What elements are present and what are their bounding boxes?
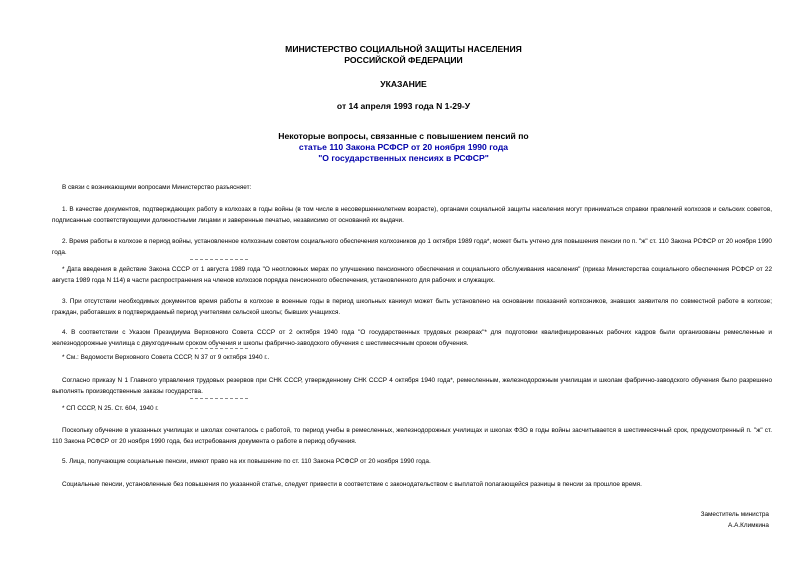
- intro-paragraph: В связи с возникающими вопросами Министерство разъясняет:: [62, 184, 252, 191]
- law-link-line2[interactable]: "О государственных пенсиях в РСФСР": [318, 153, 489, 163]
- paragraph-item-5: 5. Лица, получающие социальные пенсии, имеют право на их повышение по ст. 110 Закона РСФСР от 20 ноября 1990 года.: [62, 458, 431, 465]
- document-title-line2[interactable]: [0, 142, 807, 153]
- closing-paragraph: Социальные пенсии, установленные без повышения по указанной статье, следует привести в соответствие с законодательством с выплатой полагающейся разницы в пенсии за прошлое время.: [62, 481, 642, 488]
- ministry-name-line1: МИНИСТЕРСТВО СОЦИАЛЬНОЙ ЗАЩИТЫ НАСЕЛЕНИЯ: [285, 44, 522, 54]
- paragraph-item-2: 2. Время работы в колхозе в период войны, установленное колхозным советом социального обеспечения колхозников до 1 октября 1989 года*, может быть учтено для повышения пенсии по п. "ж" ст. 110 Закона РСФСР от 20 ноября 1990 года.: [52, 238, 772, 256]
- document-title-line3[interactable]: [0, 153, 807, 164]
- paragraph-item-4: 4. В соответствии с Указом Президиума Верховного Совета СССР от 2 октября 1940 года "О государственных трудовых резервах"* для подготовки квалифицированных рабочих кадров были организованы ремесленные и железнодорожные училища с двухгодичным сроком обучения и школы фабрично-заводского обучения с шестимесячным сроком обучения.: [52, 329, 772, 347]
- signature-name: А.А.Климкина: [728, 522, 769, 529]
- law-link-line1[interactable]: статье 110 Закона РСФСР от 20 ноября 1990 года: [298, 142, 509, 152]
- document-type: УКАЗАНИЕ: [380, 79, 427, 89]
- signature-position: Заместитель министра: [700, 511, 769, 518]
- footnote-divider: [190, 348, 248, 349]
- document-date: от 14 апреля 1993 года N 1-29-У: [336, 101, 471, 111]
- footnote-1: * Дата введения в действие Закона СССР от 1 августа 1989 года "О неотложных мерах по улучшению пенсионного обеспечения и социального обслуживания населения" (приказ Министерства социального обеспечения РСФСР от 22 августа 1989 года N 114) в части распространения на членов колхозов порядка пенсионного обеспечения, установленного для рабочих и служащих.: [52, 266, 772, 284]
- footnote-3: * СП СССР, N 25. Ст. 604, 1940 г.: [62, 405, 159, 412]
- footnote-divider: [190, 259, 248, 260]
- paragraph-item-4-continued: Согласно приказу N 1 Главного управления трудовых резервов при СНК СССР, утвержденному СНК СССР 4 октября 1940 года*, ремесленным, железнодорожным училищам и школам фабрично-заводского обучения было разрешено выполнять производственные заказы государства.: [52, 377, 772, 395]
- paragraph-item-3: 3. При отсутствии необходимых документов время работы в колхозе в военные годы в период школьных каникул может быть установлено на основании показаний колхозников, знавших заявителя по совместной работе в колхозе; граждан, работавших в подтверждаемый период учителями сельской школы; бывших учащихся.: [52, 298, 772, 316]
- footnote-2: * См.: Ведомости Верховного Совета СССР, N 37 от 9 октября 1940 г..: [62, 354, 270, 361]
- document-title-line1: Некоторые вопросы, связанные с повышением пенсий по: [278, 131, 529, 141]
- paragraph-item-4-conclusion: Поскольку обучение в указанных училищах и школах сочеталось с работой, то период учебы в ремесленных, железнодорожных училищах и школах ФЗО в годы войны засчитывается в шестимесячный срок, предусмотренный п. "ж" ст. 110 Закона РСФСР от 20 ноября 1990 года, без истребования документа о работе в период обучения.: [52, 427, 772, 445]
- paragraph-item-1: 1. В качестве документов, подтверждающих работу в колхозах в годы войны (в том числе в несовершеннолетнем возрасте), органами социальной защиты населения могут приниматься справки правлений колхозов и сельских советов, подписанные соответствующими должностными лицами и заверенные печатью, независимо от оснований их выдачи.: [52, 206, 772, 224]
- footnote-divider: [190, 398, 248, 399]
- ministry-name-line2: РОССИЙСКОЙ ФЕДЕРАЦИИ: [344, 55, 463, 65]
